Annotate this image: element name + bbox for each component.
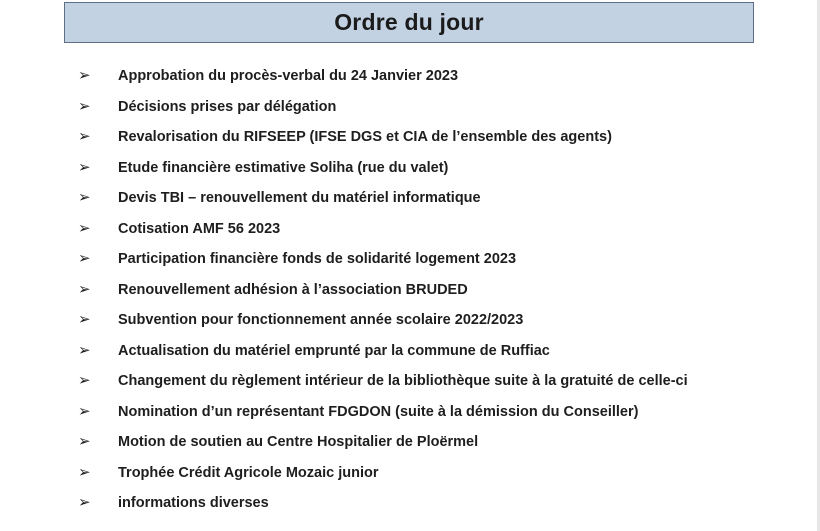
agenda-item-text: Cotisation AMF 56 2023 bbox=[118, 220, 281, 237]
agenda-item-text: Etude financière estimative Soliha (rue du valet) bbox=[118, 159, 449, 176]
arrow-bullet-icon: ➢ bbox=[78, 128, 91, 145]
agenda-item-text: Approbation du procès-verbal du 24 Janvier 2023 bbox=[118, 68, 459, 84]
agenda-item-text: Décisions prises par délégation bbox=[118, 98, 337, 115]
list-item bbox=[0, 305, 820, 336]
agenda-item-text: Renouvellement adhésion à l’association BRUDED bbox=[118, 281, 468, 298]
arrow-bullet-icon: ➢ bbox=[78, 433, 91, 450]
agenda-item-text: Motion de soutien au Centre Hospitalier de Ploërmel bbox=[118, 434, 479, 450]
agenda-item-text: Nomination d’un représentant FDGDON (suite à la démission du Conseiller) bbox=[118, 403, 639, 420]
agenda-item-text: Devis TBI – renouvellement du matériel informatique bbox=[118, 190, 481, 206]
arrow-bullet-icon: ➢ bbox=[78, 463, 91, 481]
list-item bbox=[0, 92, 820, 123]
arrow-bullet-icon: ➢ bbox=[78, 311, 91, 328]
list-item bbox=[0, 183, 820, 214]
arrow-bullet-icon: ➢ bbox=[78, 372, 91, 389]
list-item bbox=[0, 275, 820, 306]
arrow-bullet-icon: ➢ bbox=[78, 494, 91, 511]
agenda-item-text: Trophée Crédit Agricole Mozaic junior bbox=[118, 464, 379, 481]
list-item bbox=[0, 244, 820, 275]
list-item bbox=[0, 366, 820, 397]
list-item bbox=[0, 397, 820, 428]
arrow-bullet-icon: ➢ bbox=[78, 97, 91, 115]
list-item bbox=[0, 458, 820, 489]
arrow-bullet-icon: ➢ bbox=[78, 402, 91, 420]
arrow-bullet-icon: ➢ bbox=[78, 67, 91, 84]
list-item bbox=[0, 153, 820, 184]
agenda-list bbox=[0, 61, 820, 519]
arrow-bullet-icon: ➢ bbox=[78, 341, 91, 359]
list-item bbox=[0, 427, 820, 458]
arrow-bullet-icon: ➢ bbox=[78, 158, 91, 176]
agenda-item-text: informations diverses bbox=[118, 495, 269, 511]
agenda-title-box bbox=[64, 2, 754, 43]
arrow-bullet-icon: ➢ bbox=[78, 219, 91, 237]
arrow-bullet-icon: ➢ bbox=[78, 250, 91, 267]
list-item bbox=[0, 488, 820, 519]
list-item bbox=[0, 122, 820, 153]
list-item bbox=[0, 61, 820, 92]
agenda-item-text: Changement du règlement intérieur de la bibliothèque suite à la gratuité de celle-ci bbox=[118, 373, 688, 389]
page-title: Ordre du jour bbox=[334, 9, 484, 35]
agenda-item-text: Participation financière fonds de solidarité logement 2023 bbox=[118, 251, 517, 267]
agenda-item-text: Subvention pour fonctionnement année scolaire 2022/2023 bbox=[118, 312, 524, 328]
arrow-bullet-icon: ➢ bbox=[78, 280, 91, 298]
agenda-item-text: Actualisation du matériel emprunté par la commune de Ruffiac bbox=[118, 342, 550, 359]
arrow-bullet-icon: ➢ bbox=[78, 189, 91, 206]
agenda-item-text: Revalorisation du RIFSEEP (IFSE DGS et CIA de l’ensemble des agents) bbox=[118, 129, 612, 145]
list-item bbox=[0, 336, 820, 367]
list-item bbox=[0, 214, 820, 245]
